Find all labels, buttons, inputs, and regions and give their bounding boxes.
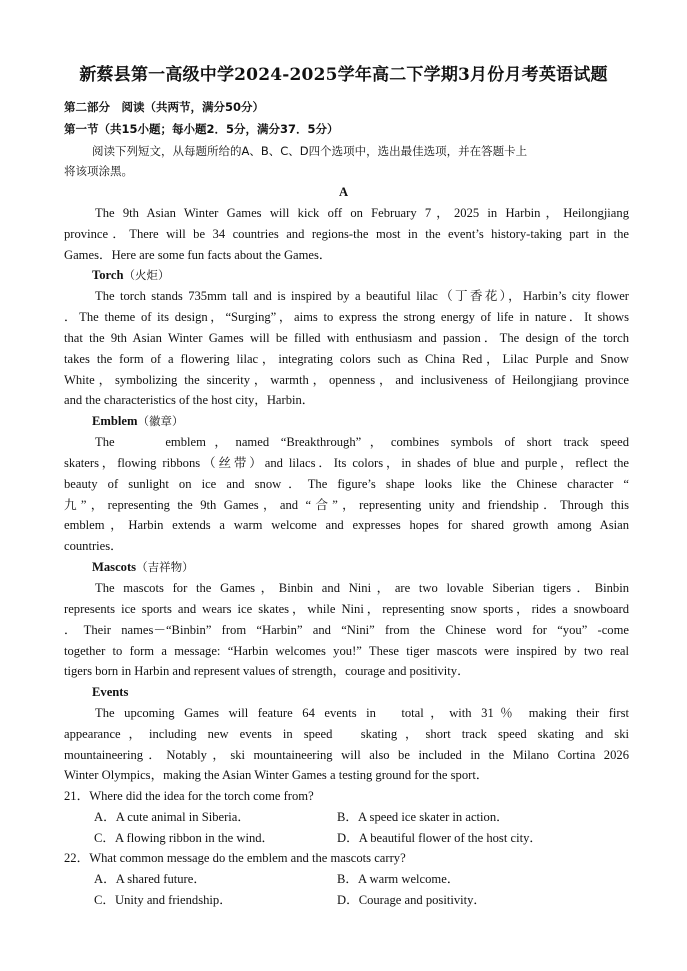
mascots-heading <box>92 559 194 575</box>
events-heading: Events <box>92 685 129 699</box>
torch-heading-cn: （火炬） <box>123 268 170 282</box>
question-22-option-a: A．A shared future． <box>94 872 206 886</box>
question-22-option-c: C．Unity and friendship． <box>94 893 232 907</box>
question-21-option-d: D．A beautiful flower of the host city． <box>337 831 542 845</box>
emblem-heading-cn: （徽章） <box>137 414 184 428</box>
events-line-3: mountaineering．Notably，ski mountaineering will also be included in the Milano Cortina 2026 <box>64 748 629 762</box>
intro-line-3: Games．Here are some fun facts about the Games． <box>64 248 332 262</box>
mascots-heading-cn: （吉祥物） <box>136 560 194 574</box>
question-22-option-d: D．Courage and positivity． <box>337 893 487 907</box>
emblem-line-6: countries． <box>64 539 123 553</box>
torch-heading <box>92 267 170 283</box>
mascots-line-5: tigers born in Harbin and represent values of strength，courage and positivity． <box>64 664 470 678</box>
question-21-option-c: C．A flowing ribbon in the wind． <box>94 831 275 845</box>
emblem-line-4: 九”，representing the 9th Games，and “合”，representing unity and friendship．Through this <box>64 498 629 512</box>
section-heading: 第一节（共15小题；每小题2．5分，满分37．5分） <box>64 122 339 136</box>
emblem-line-1: The emblem，named “Breakthrough”，combines symbols of short track speed <box>95 435 629 449</box>
mascots-line-3: ．Their names－“Binbin” from “Harbin” and “Nini” from the Chinese word for “you” -come <box>64 623 629 637</box>
mascots-heading-en: Mascots <box>92 560 137 574</box>
torch-line-5: White，symbolizing the sincerity，warmth，openness，and inclusiveness of Heilongjiang province <box>64 373 629 387</box>
torch-line-1: The torch stands 735mm tall and is inspired by a beautiful lilac（丁香花），Harbin’s city flower <box>95 289 629 303</box>
torch-line-2: ．The theme of its design，“Surging”，aims to express the strong energy of life in nature．It shows <box>64 310 629 324</box>
torch-line-6: and the characteristics of the host city，Harbin． <box>64 393 315 407</box>
torch-heading-en: Torch <box>92 268 124 282</box>
events-line-2: appearance，including new events in speed skating，short track speed skating and ski <box>64 727 629 741</box>
torch-line-4: takes the form of a flowering lilac，integrating colors such as China Red，Lilac Purple and Snow <box>64 352 629 366</box>
emblem-heading-en: Emblem <box>92 414 138 428</box>
emblem-line-5: emblem，Harbin extends a warm welcome and expresses hopes for shared growth among Asian <box>64 518 629 532</box>
exam-title: 新蔡县第一高级中学2024-2025学年高二下学期3月份月考英语试题 <box>79 65 608 85</box>
passage-letter: A <box>338 185 349 199</box>
mascots-line-1: The mascots for the Games，Binbin and Nini，are two lovable Siberian tigers．Binbin <box>95 581 629 595</box>
question-22-option-b: B．A warm welcome． <box>337 872 460 886</box>
part-heading: 第二部分 阅读（共两节，满分50分） <box>64 100 265 114</box>
torch-line-3: that the 9th Asian Winter Games will be filled with enthusiasm and passion．The design of the torch <box>64 331 629 345</box>
intro-line-1: The 9th Asian Winter Games will kick off on February 7，2025 in Harbin，Heilongjiang <box>95 206 629 220</box>
emblem-line-3: beauty of sunlight on ice and snow．The figure’s shape looks like the Chinese character “ <box>64 477 629 491</box>
question-21-option-a: A．A cute animal in Siberia． <box>94 810 250 824</box>
emblem-line-2: skaters，flowing ribbons（丝带）and lilacs．Its colors，in shades of blue and purple，reflect the <box>64 456 629 470</box>
intro-line-2: province．There will be 34 countries and regions-the most in the event’s history-taking part in the <box>64 227 629 241</box>
question-21-option-b: B．A speed ice skater in action． <box>337 810 509 824</box>
mascots-line-4: together to form a message: “Harbin welcomes you!” These tiger mascots were inspired by two real <box>64 644 629 658</box>
events-line-1: The upcoming Games will feature 64 events in total，with 31％ making their first <box>95 706 629 720</box>
mascots-line-2: represents ice sports and wears ice skates，while Nini，representing snow sports，rides a snowboard <box>64 602 629 616</box>
question-22-stem: 22．What common message do the emblem and the mascots carry? <box>64 851 406 865</box>
instructions-line-2: 将该项涂黑。 <box>64 164 133 178</box>
events-line-4: Winter Olympics，making the Asian Winter Games a testing ground for the sport． <box>64 768 489 782</box>
instructions-line-1: 阅读下列短文，从每题所给的A、B、C、D四个选项中，选出最佳选项，并在答题卡上 <box>92 144 528 158</box>
emblem-heading <box>92 413 183 429</box>
question-21-stem: 21．Where did the idea for the torch come from? <box>64 789 314 803</box>
